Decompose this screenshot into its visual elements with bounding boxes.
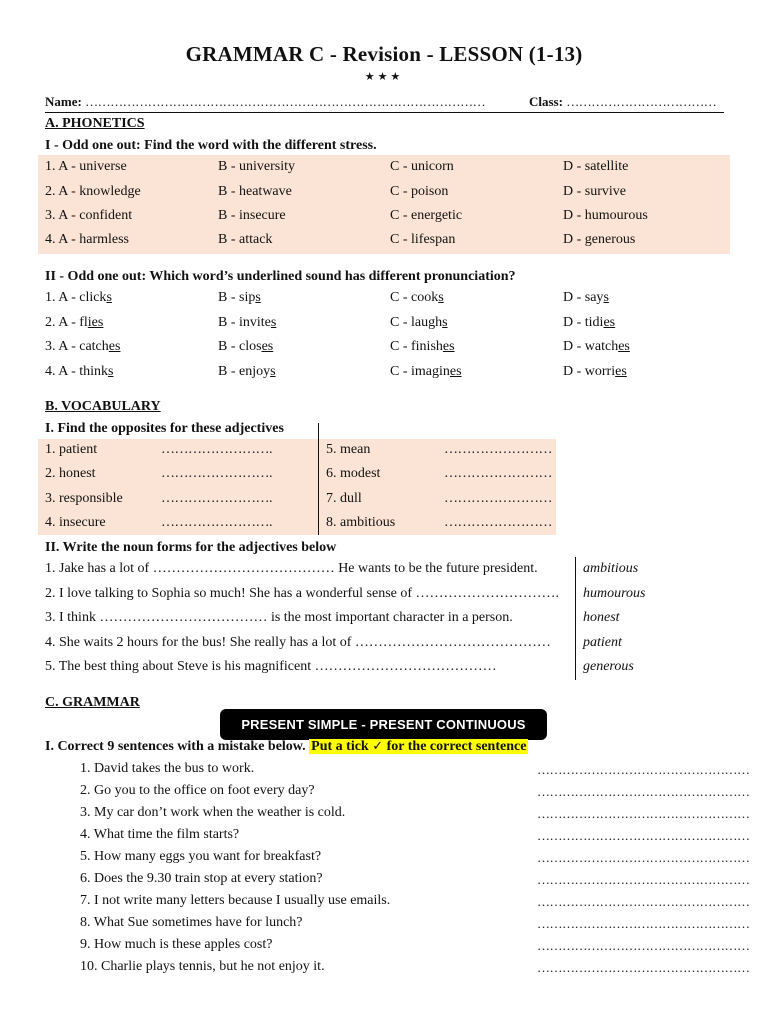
- answer-option[interactable]: [218, 290, 261, 306]
- grammar-sentence: 1. David takes the bus to work.: [80, 761, 255, 776]
- option-text: B - clos: [218, 339, 262, 354]
- noun-form-row: [45, 610, 725, 630]
- pronunciation-question-row: [45, 315, 725, 335]
- answer-blank[interactable]: ……………………: [444, 466, 552, 481]
- grammar-sentence: 8. What Sue sometimes have for lunch?: [80, 915, 303, 930]
- correction-blank[interactable]: ……………………………………………: [537, 872, 750, 887]
- worksheet-title: GRAMMAR C - Revision - LESSON (1-13): [185, 42, 583, 66]
- grammar-sentence: 5. How many eggs you want for breakfast?: [80, 849, 322, 864]
- answer-blank[interactable]: …………………….: [161, 466, 272, 481]
- answer-option[interactable]: [390, 339, 455, 355]
- answer-option[interactable]: [45, 290, 112, 306]
- adjective-hint: ambitious: [583, 561, 639, 576]
- highlight-text-post: for the correct sentence: [386, 739, 527, 754]
- adjective: 7. dull: [326, 491, 362, 506]
- underlined-sound: s: [270, 364, 276, 379]
- noun-form-row: [45, 561, 725, 581]
- answer-blank[interactable]: ……………………: [444, 515, 552, 530]
- grammar-sentence: 3. My car don’t work when the weather is cold.: [80, 805, 346, 820]
- noun-form-row: [45, 659, 725, 679]
- noun-form-row: [45, 635, 725, 655]
- option-text: 2. A - fl: [45, 315, 88, 330]
- phonetics-heading: A. PHONETICS: [45, 116, 145, 131]
- underlined-sound: s: [438, 290, 444, 305]
- underlined-sound: s: [255, 290, 261, 305]
- answer-option[interactable]: C - energetic: [390, 208, 463, 223]
- answer-option[interactable]: 4. A - harmless: [45, 232, 129, 247]
- option-text: C - cook: [390, 290, 439, 305]
- answer-option[interactable]: [390, 364, 462, 380]
- answer-option[interactable]: [45, 315, 103, 331]
- stress-question-row: [45, 159, 725, 179]
- stress-question-row: [45, 232, 725, 252]
- answer-option[interactable]: C - lifespan: [390, 232, 456, 247]
- noun-form-sentence[interactable]: 3. I think ……………………………… is the most important character in a person.: [45, 610, 513, 625]
- checkmark-icon: ✓: [372, 739, 384, 754]
- adjective: 3. responsible: [45, 491, 123, 506]
- adjective: 1. patient: [45, 442, 98, 457]
- vocabulary-heading: B. VOCABULARY: [45, 399, 161, 414]
- answer-blank[interactable]: ……………………: [444, 442, 552, 457]
- underlined-sound-suffix: s: [106, 290, 112, 305]
- grammar-sentence: 9. How much is these apples cost?: [80, 937, 273, 952]
- pronunciation-question-row: [45, 290, 725, 310]
- option-text: B - sip: [218, 290, 256, 305]
- answer-option[interactable]: B - heatwave: [218, 184, 292, 199]
- answer-option[interactable]: [390, 315, 448, 331]
- answer-option[interactable]: D - satellite: [563, 159, 629, 174]
- answer-option[interactable]: [45, 339, 120, 355]
- grammar-sentence: 10. Charlie plays tennis, but he not enjoy it.: [80, 959, 325, 974]
- underlined-sound: s: [108, 364, 114, 379]
- opposite-row: [45, 515, 555, 535]
- grammar-highlight: [309, 739, 528, 754]
- answer-blank[interactable]: …………………….: [161, 491, 272, 506]
- grammar-sentence: 6. Does the 9.30 train stop at every station?: [80, 871, 323, 886]
- answer-option[interactable]: 3. A - confident: [45, 208, 133, 223]
- grammar-heading: C. GRAMMAR: [45, 695, 140, 710]
- answer-option[interactable]: 1. A - universe: [45, 159, 127, 174]
- phonetics-part2-instruction: II - Odd one out: Which word’s underlined sound has different pronunciation?: [45, 269, 516, 284]
- stress-question-row: [45, 184, 725, 204]
- correction-blank[interactable]: ……………………………………………: [537, 850, 750, 865]
- correction-blank[interactable]: ……………………………………………: [537, 916, 750, 931]
- opposite-row: [45, 442, 555, 462]
- adjective-hint: honest: [583, 610, 620, 625]
- stress-question-row: [45, 208, 725, 228]
- noun-form-sentence[interactable]: 4. She waits 2 hours for the bus! She really has a lot of ……………………………………: [45, 635, 551, 650]
- class-label: Class:: [529, 94, 563, 109]
- vocabulary-part1-instruction: I. Find the opposites for these adjectives: [45, 421, 284, 436]
- name-label: Name:: [45, 94, 82, 109]
- answer-option[interactable]: [218, 315, 276, 331]
- answer-option[interactable]: [563, 315, 615, 331]
- name-field[interactable]: [45, 94, 485, 110]
- option-text: C - laugh: [390, 315, 443, 330]
- opposite-row: [45, 466, 555, 486]
- name-blank[interactable]: ……………………………………………………………………………………: [85, 94, 486, 109]
- answer-blank[interactable]: …………………….: [161, 442, 272, 457]
- answer-option[interactable]: B - insecure: [218, 208, 286, 223]
- option-text: D - watch: [563, 339, 619, 354]
- answer-blank[interactable]: …………………….: [161, 515, 272, 530]
- phonetics-part1-instruction: I - Odd one out: Find the word with the different stress.: [45, 138, 377, 153]
- answer-option[interactable]: [218, 364, 276, 380]
- adjective-hint: humourous: [583, 586, 646, 601]
- grammar-instruction: [45, 739, 528, 755]
- underlined-sound: es: [603, 315, 616, 330]
- adjective-hint: patient: [583, 635, 622, 650]
- title-stars: ★★★: [364, 71, 404, 83]
- option-text: B - enjoy: [218, 364, 271, 379]
- option-text: 3. A - catch: [45, 339, 109, 354]
- class-blank[interactable]: ………………………………: [566, 94, 717, 109]
- underlined-sound: es: [615, 364, 627, 379]
- underlined-sound: es: [449, 364, 462, 379]
- answer-option[interactable]: C - poison: [390, 184, 449, 199]
- underlined-sound: s: [603, 290, 609, 305]
- adjective-hint: generous: [583, 659, 634, 674]
- answer-option[interactable]: [563, 290, 609, 306]
- pronunciation-question-row: [45, 364, 725, 384]
- answer-option[interactable]: [45, 364, 113, 380]
- underlined-sound: es: [618, 339, 630, 354]
- correction-blank[interactable]: ……………………………………………: [537, 894, 750, 909]
- noun-form-sentence[interactable]: 2. I love talking to Sophia so much! She has a wonderful sense of ………………………….: [45, 586, 560, 601]
- option-text: 1. A - click: [45, 290, 107, 305]
- answer-option[interactable]: D - humourous: [563, 208, 648, 223]
- grammar-sentence: 2. Go you to the office on foot every day?: [80, 783, 315, 798]
- correction-blank[interactable]: ……………………………………………: [537, 762, 750, 777]
- adjective: 2. honest: [45, 466, 96, 481]
- noun-form-row: [45, 586, 725, 606]
- underlined-sound: es: [261, 339, 274, 354]
- answer-option[interactable]: 2. A - knowledge: [45, 184, 141, 199]
- answer-option[interactable]: [563, 339, 630, 355]
- option-text: C - imagin: [390, 364, 450, 379]
- answer-option[interactable]: [390, 290, 444, 306]
- answer-option[interactable]: D - survive: [563, 184, 626, 199]
- option-text: D - worri: [563, 364, 616, 379]
- answer-option[interactable]: [563, 364, 627, 380]
- noun-form-sentence[interactable]: 1. Jake has a lot of ………………………………… He wants to be the future president.: [45, 561, 538, 576]
- underlined-sound: s: [270, 315, 277, 330]
- grammar-instruction-text: I. Correct 9 sentences with a mistake below.: [45, 739, 306, 754]
- pronunciation-question-row: [45, 339, 725, 359]
- underlined-sound: es: [108, 339, 121, 354]
- underlined-sound: s: [442, 315, 448, 330]
- correction-blank[interactable]: ……………………………………………: [537, 960, 750, 975]
- correction-blank[interactable]: ……………………………………………: [537, 806, 750, 821]
- option-text: D - tidi: [563, 315, 604, 330]
- answer-option[interactable]: C - unicorn: [390, 159, 454, 174]
- name-class-row: [45, 94, 724, 113]
- opposite-row: [45, 491, 555, 511]
- adjective: 8. ambitious: [326, 515, 396, 530]
- answer-option[interactable]: D - generous: [563, 232, 636, 247]
- option-text: B - invite: [218, 315, 271, 330]
- adjective: 6. modest: [326, 466, 381, 481]
- noun-form-sentence[interactable]: 5. The best thing about Steve is his magnificent …………………………………: [45, 659, 497, 674]
- class-field[interactable]: [529, 94, 716, 110]
- correction-blank[interactable]: ……………………………………………: [537, 938, 750, 953]
- option-text: D - say: [563, 290, 604, 305]
- underlined-sound: es: [442, 339, 455, 354]
- answer-option[interactable]: B - attack: [218, 232, 273, 247]
- grammar-banner: PRESENT SIMPLE - PRESENT CONTINUOUS: [220, 709, 547, 740]
- grammar-sentence: 7. I not write many letters because I usually use emails.: [80, 893, 391, 908]
- highlight-text-pre: Put a tick: [311, 739, 369, 754]
- option-text: 4. A - think: [45, 364, 109, 379]
- correction-blank[interactable]: ……………………………………………: [537, 784, 750, 799]
- option-text: C - finish: [390, 339, 443, 354]
- answer-blank[interactable]: ……………………: [444, 491, 552, 506]
- adjective: 4. insecure: [45, 515, 106, 530]
- adjective: 5. mean: [326, 442, 371, 457]
- answer-option[interactable]: B - university: [218, 159, 295, 174]
- correction-blank[interactable]: ……………………………………………: [537, 828, 750, 843]
- grammar-sentence: 4. What time the film starts?: [80, 827, 240, 842]
- vocabulary-part2-instruction: II. Write the noun forms for the adjectives below: [45, 540, 337, 555]
- answer-option[interactable]: [218, 339, 273, 355]
- underlined-sound: ies: [87, 315, 104, 330]
